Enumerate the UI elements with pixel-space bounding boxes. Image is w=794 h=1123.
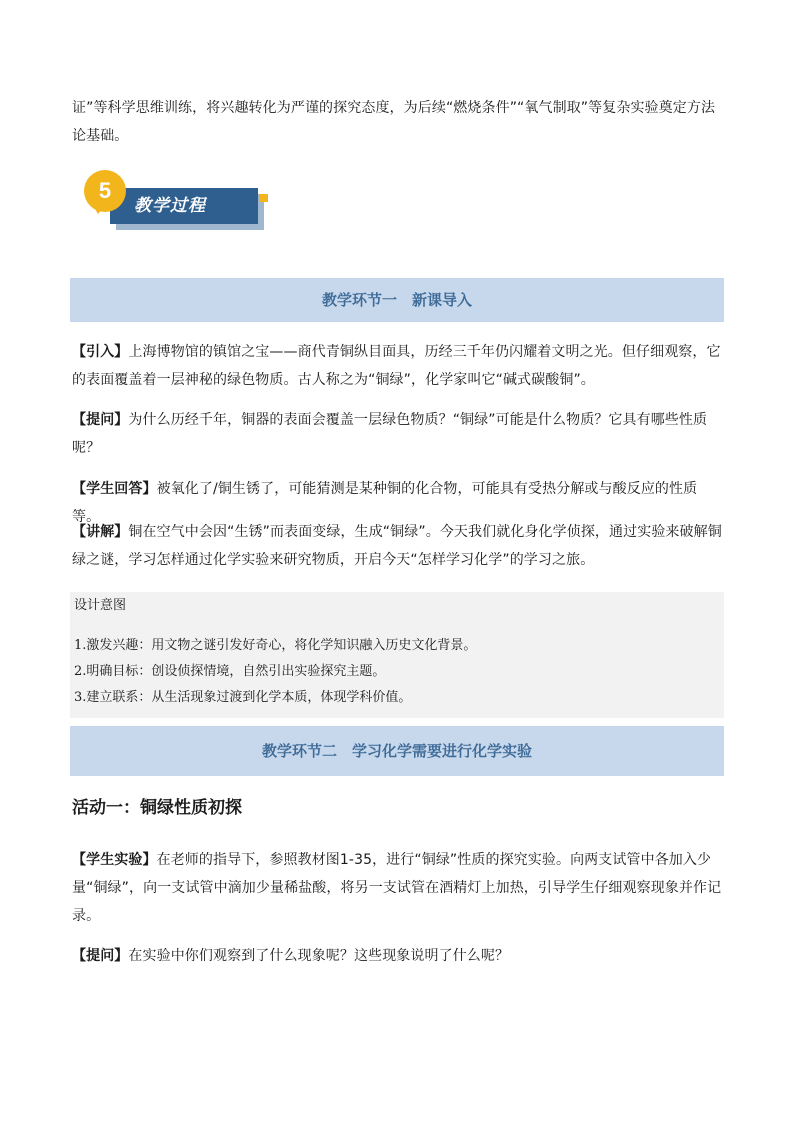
- design-intent-item: 3.建立联系：从生活现象过渡到化学本质，体现学科价值。: [74, 690, 412, 705]
- section-number: 5: [84, 170, 126, 212]
- section-title: 教学过程: [134, 196, 206, 216]
- item-tag: 【引入】: [72, 344, 129, 360]
- segment2-item-question: [72, 942, 724, 970]
- item-tag: 【提问】: [72, 948, 129, 964]
- item-text: 在老师的指导下，参照教材图1-35，进行“铜绿”性质的探究实验。向两支试管中各加入少量“铜绿”，向一支试管中滴加少量稀盐酸，将另一支试管在酒精灯上加热，引导学生仔细观察现象并作记录。: [72, 852, 722, 924]
- segment1-item-explanation: [72, 518, 724, 574]
- item-text: 在实验中你们观察到了什么现象呢？这些现象说明了什么呢？: [128, 948, 510, 964]
- segment1-banner: 教学环节一 新课导入: [70, 278, 724, 322]
- activity-title: 活动一：铜绿性质初探: [72, 798, 242, 818]
- item-text: 被氧化了/铜生锈了，可能猜测是某种铜的化合物，可能具有受热分解或与酸反应的性质等。: [72, 481, 698, 525]
- design-intent-box: [70, 592, 724, 718]
- item-tag: 【讲解】: [72, 524, 129, 540]
- item-tag: 【学生回答】: [72, 481, 157, 497]
- segment1-item-intro: [72, 338, 724, 394]
- design-intent-item: 1.激发兴趣：用文物之谜引发好奇心，将化学知识融入历史文化背景。: [74, 638, 477, 653]
- segment2-banner: 教学环节二 学习化学需要进行化学实验: [70, 726, 724, 776]
- badge-accent-square: [260, 194, 268, 202]
- item-text: 为什么历经千年，铜器的表面会覆盖一层绿色物质？“铜绿”可能是什么物质？它具有哪些性质呢？: [72, 412, 708, 456]
- design-intent-item: 2.明确目标：创设侦探情境，自然引出实验探究主题。: [74, 664, 386, 679]
- intro-text: 证”等科学思维训练，将兴趣转化为严谨的探究态度，为后续“燃烧条件”“氧气制取”等复杂实验奠定方法论基础。: [72, 100, 716, 144]
- item-tag: 【学生实验】: [72, 852, 157, 868]
- design-intent-heading: 设计意图: [74, 598, 127, 613]
- section-badge: [84, 170, 274, 230]
- item-text: 铜在空气中会因“生锈”而表面变绿，生成“铜绿”。今天我们就化身化学侦探，通过实验来破解铜绿之谜，学习怎样通过化学实验来研究物质，开启今天“怎样学习化学”的学习之旅。: [72, 524, 722, 568]
- intro-paragraph: [72, 94, 724, 150]
- segment1-item-question: [72, 406, 724, 462]
- segment2-item-experiment: [72, 846, 724, 930]
- item-text: 上海博物馆的镇馆之宝——商代青铜纵目面具，历经三千年仍闪耀着文明之光。但仔细观察，它的表面覆盖着一层神秘的绿色物质。古人称之为“铜绿”，化学家叫它“碱式碳酸铜”。: [72, 344, 721, 388]
- item-tag: 【提问】: [72, 412, 129, 428]
